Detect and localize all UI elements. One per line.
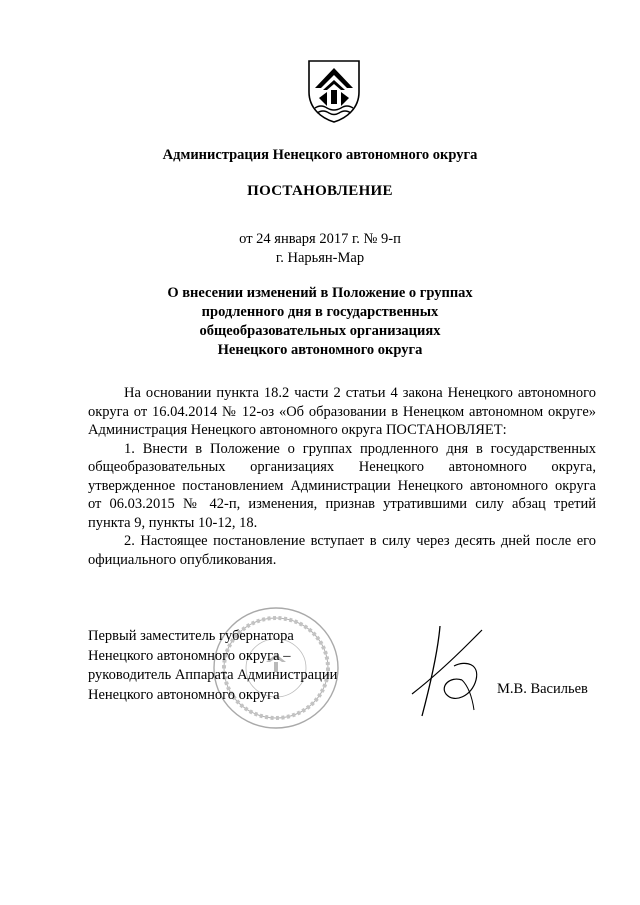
signatory-position — [88, 627, 337, 705]
position-line: Ненецкого автономного округа — [88, 686, 280, 703]
subject-line: продленного дня в государственных — [201, 304, 439, 320]
place-of-issue: г. Нарьян-Мар — [275, 250, 365, 266]
document-body — [88, 384, 596, 569]
subject-line: О внесении изменений в Положение о группах — [167, 285, 473, 301]
document-type-title: ПОСТАНОВЛЕНИЕ — [247, 183, 393, 199]
position-line: Первый заместитель губернатора — [88, 628, 294, 644]
signer-name: М.В. Васильев — [497, 681, 588, 697]
date-and-number: от 24 января 2017 г. № 9-п — [239, 231, 401, 247]
document-subject — [140, 284, 500, 360]
subject-line: общеобразовательных организациях — [199, 323, 441, 339]
subject-line: Ненецкого автономного округа — [217, 342, 423, 358]
issuing-authority: Администрация Ненецкого автономного округа — [162, 147, 478, 163]
position-line: руководитель Аппарата Администрации — [88, 667, 338, 683]
handwritten-signature-icon — [410, 620, 500, 720]
coat-of-arms-emblem-icon — [305, 58, 363, 124]
body-paragraph-preamble: На основании пункта 18.2 части 2 статьи 4 закона Ненецкого автономного округа от 16.04.2014 № 12-оз «Об образовании в Ненецком автономном округе» Администрация Ненецкого автономного округа ПОСТАНОВЛЯЕТ: — [88, 385, 596, 438]
body-paragraph-item-1: 1. Внести в Положение о группах продленного дня в государственных общеобразовательных организациях Ненецкого автономного округа, утвержденное постановлением Администрации Ненецкого автономного округа от 06.03.2015 № 42-п, изменения, признав утратившими силу абзац третий пункта 9, пункты 10-12, 18. — [88, 440, 596, 531]
body-paragraph-item-2: 2. Настоящее постановление вступает в силу через десять дней после его официального опубликования. — [88, 533, 596, 568]
position-line: Ненецкого автономного округа – — [88, 647, 291, 664]
